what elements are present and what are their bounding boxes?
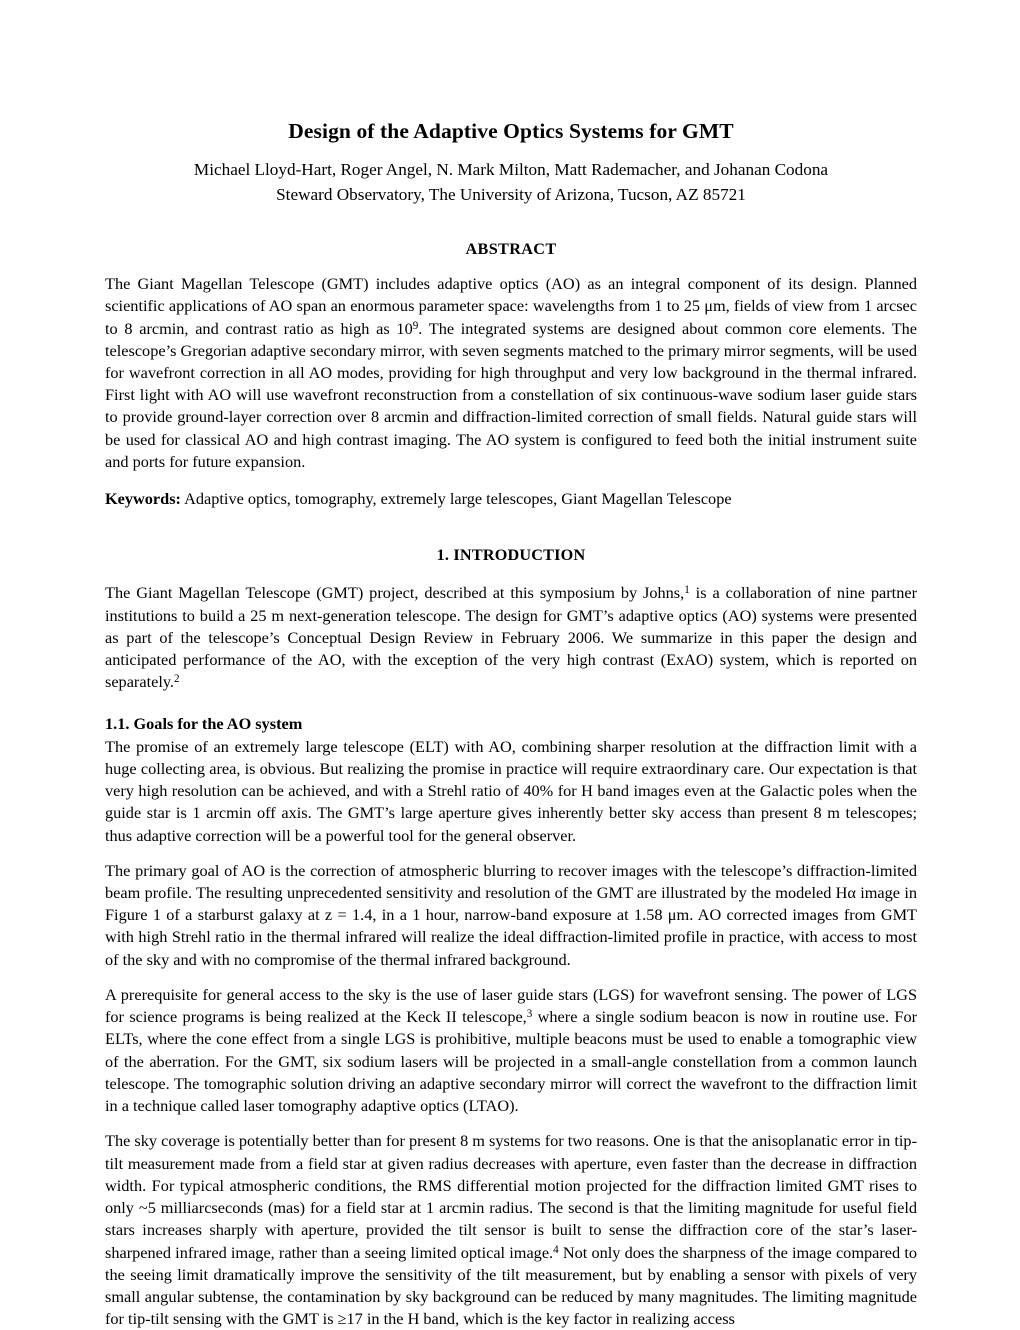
p3-part-1: A prerequisite for general access to the sky is the use of laser guide stars (LGS) for wavefront sensing. The power of LGS for science programs is being realized at the Keck II telescope, (105, 984, 917, 1027)
citation-ref-4: 4 (553, 1243, 559, 1256)
subsection-1-1-paragraph-1: The promise of an extremely large telescope (ELT) with AO, combining sharper resolution at the diffraction limit with a huge collecting area, is obvious. But realizing the promise in practice will require extraordinary care. Our expectation is that very high resolution can be achieved, and with a Strehl ratio of 40% for H band images even at the Galactic poles when the guide star is 1 arcmin off axis. The GMT’s large aperture gives inherently better sky access than present 8 m telescopes; thus adaptive correction will be a powerful tool for the general observer. (105, 736, 917, 845)
introduction-paragraph-1 (105, 582, 917, 693)
p4-part-2: Not only does the sharpness of the image compared to the seeing limit dramatically improve the sensitivity of the tilt measurement, but by enabling a sensor with pixels of very small angular subtense, the contamination by sky background can be reduced by many magnitudes. The limiting magnitude for tip-tilt sensing with the GMT is ≥17 in the H band, which is the key factor in realizing access (105, 1242, 917, 1329)
keywords-label: Keywords: (105, 489, 181, 509)
intro-p1-part-2: is a collaboration of nine partner institutions to build a 25 m next-generation telescope. The design for GMT’s adaptive optics (AO) systems were presented as part of the telescope’s Conceptual Design Review in February 2006. We summarize in this paper the design and anticipated performance of the AO, with the exception of the very high contrast (ExAO) system, which is reported on separately. (105, 583, 917, 692)
citation-ref-2: 2 (174, 673, 180, 686)
subsection-heading-1-1: 1.1. Goals for the AO system (105, 713, 303, 733)
intro-p1-part-1: The Giant Magellan Telescope (GMT) project, described at this symposium by Johns, (105, 583, 685, 603)
keywords-value: Adaptive optics, tomography, extremely large telescopes, Giant Magellan Telescope (180, 489, 732, 509)
introduction-heading: 1. INTRODUCTION (436, 546, 586, 565)
author-list: Michael Lloyd-Hart, Roger Angel, N. Mark Milton, Matt Rademacher, and Johanan Codona (193, 160, 829, 180)
abstract-text-part-2: . The integrated systems are designed about common core elements. The telescope’s Gregorian adaptive secondary mirror, with seven segments matched to the primary mirror segments, will be used for wavefront correction in all AO modes, providing for high throughput and very low background in the thermal infrared. First light with AO will use wavefront reconstruction from a constellation of six continuous-wave sodium laser guide stars to provide ground-layer correction over 8 arcmin and diffraction-limited correction of small fields. Natural guide stars will be used for classical AO and high contrast imaging. The AO system is configured to feed both the initial instrument suite and ports for future expansion. (105, 318, 917, 471)
subsection-1-1-paragraph-3 (105, 984, 917, 1117)
p3-part-2: where a single sodium beacon is now in routine use. For ELTs, where the cone effect from a single LGS is prohibitive, multiple beacons must be used to enable a tomographic view of the aberration. For the GMT, six sodium lasers will be projected in a small-angle constellation from a common launch telescope. The tomographic solution driving an adaptive secondary mirror will correct the wavefront to the diffraction limit in a technique called laser tomography adaptive optics (LTAO). (105, 1007, 918, 1116)
abstract-heading: ABSTRACT (465, 240, 557, 259)
abstract-text-part-1: The Giant Magellan Telescope (GMT) includes adaptive optics (AO) as an integral component of its design. Planned scientific applications of AO span an enormous parameter space: wavelengths from 1 to 25 μm, fields of view from 1 arcsec to 8 arcmin, and contrast ratio as high as 10 (105, 274, 917, 338)
abstract-paragraph (105, 273, 917, 473)
subsection-1-1-paragraph-2: The primary goal of AO is the correction of atmospheric blurring to recover images with the telescope’s diffraction-limited beam profile. The resulting unprecedented sensitivity and resolution of the GMT are illustrated by the modeled Hα image in Figure 1 of a starburst galaxy at z = 1.4, in a 1 hour, narrow-band exposure at 1.58 μm. AO corrected images from GMT with high Strehl ratio in the thermal infrared will realize the ideal diffraction-limited profile in practice, with access to most of the sky and with no compromise of the thermal infrared background. (105, 860, 917, 969)
subsection-1-1-paragraph-4 (105, 1130, 917, 1330)
citation-ref-3: 3 (526, 1008, 533, 1021)
keywords-line (105, 488, 917, 510)
page-title: Design of the Adaptive Optics Systems for GMT (288, 119, 734, 143)
p4-part-1: The sky coverage is potentially better than for present 8 m systems for two reasons. One is that the anisoplanatic error in tip-tilt measurement made from a field star at given radius decreases with aperture, even faster than the decrease in diffraction width. For typical atmospheric conditions, the RMS differential motion projected for the diffraction limited GMT rises to only ~5 milliarcseconds (mas) for a field star at 1 arcmin radius. The second is that the limiting magnitude for useful field stars increases sharply with aperture, provided the tilt sensor is built to sense the diffraction core of the star’s laser-sharpened infrared image, rather than a seeing limited optical image. (105, 1131, 917, 1262)
citation-ref-1: 1 (684, 584, 690, 597)
abstract-superscript-exponent: 9 (412, 319, 419, 332)
affiliation: Steward Observatory, The University of Arizona, Tucson, AZ 85721 (276, 184, 746, 204)
